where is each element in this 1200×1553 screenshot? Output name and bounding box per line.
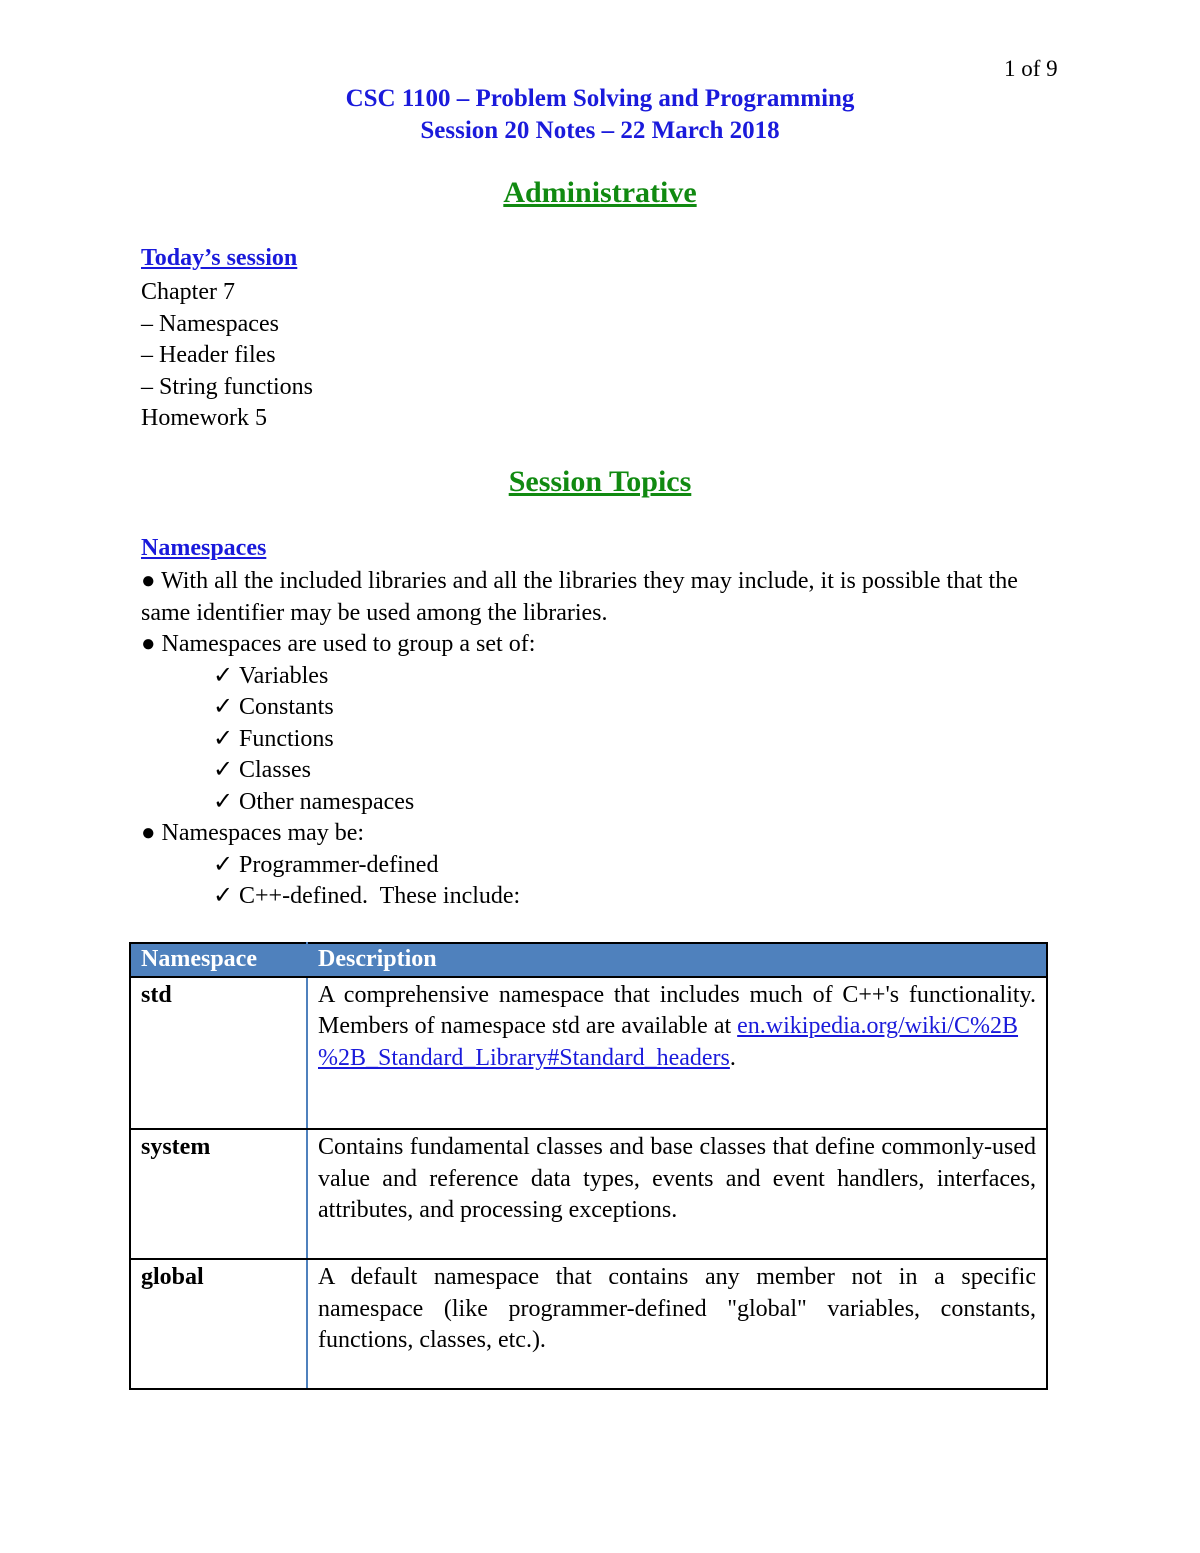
namespaces-heading: Namespaces — [141, 535, 267, 561]
list-item: ✓ Other namespaces — [141, 787, 1056, 819]
table-row — [130, 1129, 1047, 1259]
document-header — [0, 83, 1200, 147]
list-item: – String functions — [141, 373, 313, 400]
bullet-group-set: ● Namespaces are used to group a set of: — [141, 631, 536, 657]
list-item: ✓ Constants — [141, 692, 1056, 724]
list-item: ✓ Functions — [141, 724, 1056, 756]
table-header-row — [130, 943, 1047, 977]
namespace-name: std — [130, 977, 307, 1130]
page-number: 1 of 9 — [1004, 56, 1058, 81]
todays-session-heading: Today’s session — [141, 245, 298, 271]
bullet-namespaces-may-be: ● Namespaces may be: — [141, 820, 365, 846]
checkmark-icon: ✓ — [213, 725, 234, 752]
bullet-identifier-collision: ● With all the included libraries and all the libraries they may include, it is possible that the same identifier may be used among the libraries. — [141, 568, 1018, 626]
list-item: – Namespaces — [141, 310, 279, 337]
list-item: ✓ Variables — [141, 661, 1056, 693]
std-reference-link[interactable]: en.wikipedia.org/wiki/C%2B %2B_Standard_Library#Standard_headers — [318, 1013, 1019, 1071]
todays-session-list — [141, 277, 313, 435]
namespace-description: A default namespace that contains any member not in a specific namespace (like programmer-defined "global" variables, constants, functions, classes, etc.). — [307, 1259, 1047, 1389]
namespace-table — [129, 942, 1048, 1390]
table-row — [130, 1259, 1047, 1389]
course-title: CSC 1100 – Problem Solving and Programming — [345, 85, 855, 112]
list-item: Homework 5 — [141, 405, 267, 431]
administrative-heading: Administrative — [503, 176, 697, 209]
column-header-namespace: Namespace — [130, 943, 307, 977]
list-item: ✓ Programmer-defined — [141, 850, 1056, 882]
checkmark-icon: ✓ — [213, 851, 234, 878]
checkmark-icon: ✓ — [213, 788, 234, 815]
checkmark-icon: ✓ — [213, 694, 234, 720]
checkmark-icon: ✓ — [213, 883, 234, 909]
namespace-name: global — [130, 1259, 307, 1389]
list-item: ✓ C++-defined. These include: — [141, 881, 1056, 913]
session-title: Session 20 Notes – 22 March 2018 — [420, 117, 780, 144]
checkmark-icon: ✓ — [213, 757, 234, 783]
namespaces-content — [141, 566, 1056, 913]
session-topics-heading: Session Topics — [508, 465, 692, 498]
column-header-description: Description — [307, 943, 1047, 977]
table-row — [130, 977, 1047, 1130]
list-item: Chapter 7 — [141, 279, 235, 305]
namespace-description: A comprehensive namespace that includes much of C++'s functionality. Members of namespace std are available at en.wikipedia.org/wiki/C%2B %2B_Standard_Library#Standard_headers. — [307, 977, 1047, 1130]
namespace-description: Contains fundamental classes and base classes that define commonly-used value and reference data types, events and event handlers, interfaces, attributes, and processing exceptions. — [307, 1129, 1047, 1259]
namespace-name: system — [130, 1129, 307, 1259]
checkmark-icon: ✓ — [213, 662, 234, 689]
list-item: – Header files — [141, 342, 276, 368]
list-item: ✓ Classes — [141, 755, 1056, 787]
